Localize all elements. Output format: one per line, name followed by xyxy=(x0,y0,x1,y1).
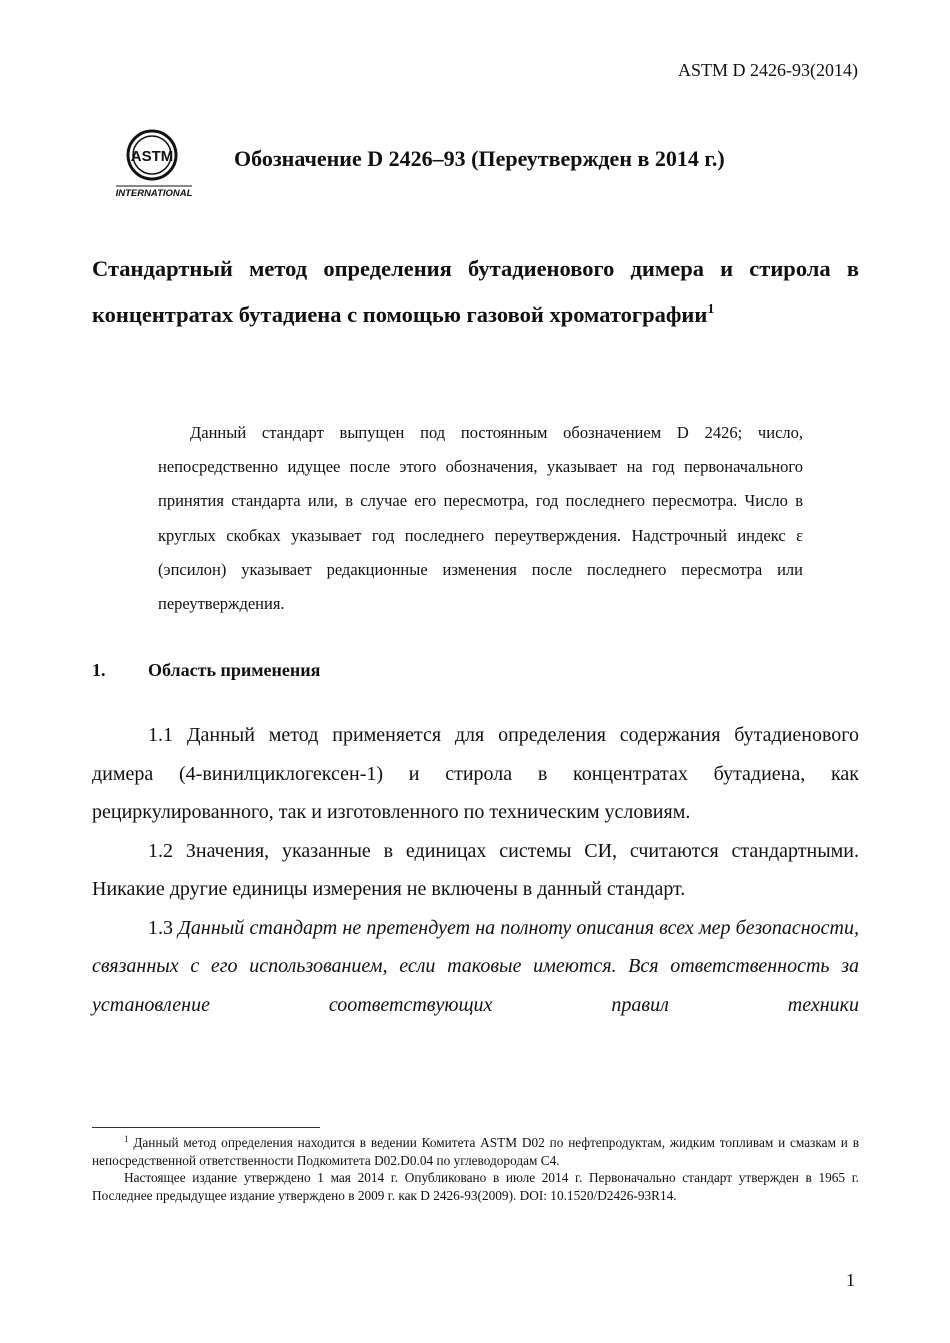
logo-subtext: INTERNATIONAL xyxy=(115,188,193,199)
document-title xyxy=(92,246,859,338)
astm-logo xyxy=(112,128,196,200)
logo-text: ASTM xyxy=(130,148,174,165)
section-body xyxy=(92,716,859,1024)
preface-note: Данный стандарт выпущен под постоянным обозначением D 2426; число, непосредственно идущее после этого обозначения, указывает на год первоначального принятия стандарта или, в случае его пересмотра, год последнего пересмотра. Число в круглых скобках указывает год последнего переутверждения. Надстрочный индекс ε (эпсилон) указывает редакционные изменения после последнего пересмотра или переутверждения. xyxy=(158,423,803,614)
title-footnote-mark: 1 xyxy=(707,302,715,317)
page-number: 1 xyxy=(846,1270,855,1290)
footnote-1-continued: Настоящее издание утверждено 1 мая 2014 г. Опубликовано в июле 2014 г. Первоначально стандарт утвержден в 1965 г. Последнее предыдущее издание утверждено в 2009 г. как D 2426-93(2009). DOI: 10.1520/D2426-93R14. xyxy=(92,1170,859,1203)
paragraph-1-1: 1.1 Данный метод применяется для определения содержания бутадиенового димера (4-винилциклогексен-1) и стирола в концентратах бутадиена, как рециркулированного, так и изготовленного по техническим условиям. xyxy=(92,724,860,823)
paragraph-1-3: 1.3 Данный стандарт не претендует на полноту описания всех мер безопасности, связанных с его использованием, если таковые имеются. Вся ответственность за установление соответствующих правил техники xyxy=(92,916,860,1016)
section-heading xyxy=(92,660,320,681)
document-code: ASTM D 2426-93(2014) xyxy=(678,60,858,80)
designation-title: Обозначение D 2426–93 (Переутвержден в 2014 г.) xyxy=(234,146,725,171)
footnotes xyxy=(92,1134,859,1204)
footnote-divider xyxy=(92,1127,320,1128)
paragraph-1-2: 1.2 Значения, указанные в единицах системы СИ, считаются стандартными. Никакие другие единицы измерения не включены в данный стандарт. xyxy=(92,839,860,900)
section-title: Область применения xyxy=(148,660,321,680)
section-number: 1. xyxy=(92,660,106,680)
document-title-text: Стандартный метод определения бутадиенового димера и стирола в концентратах бутадиена с помощью газовой хроматографии xyxy=(92,256,859,327)
footnote-1: $^1$ Данный метод определения находится в ведении Комитета ASTM D02 по нефтепродуктам, жидким топливам и смазкам и в непосредственной ответственности Подкомитета D02.D0.04 по углеводородам C4. xyxy=(92,1134,859,1168)
